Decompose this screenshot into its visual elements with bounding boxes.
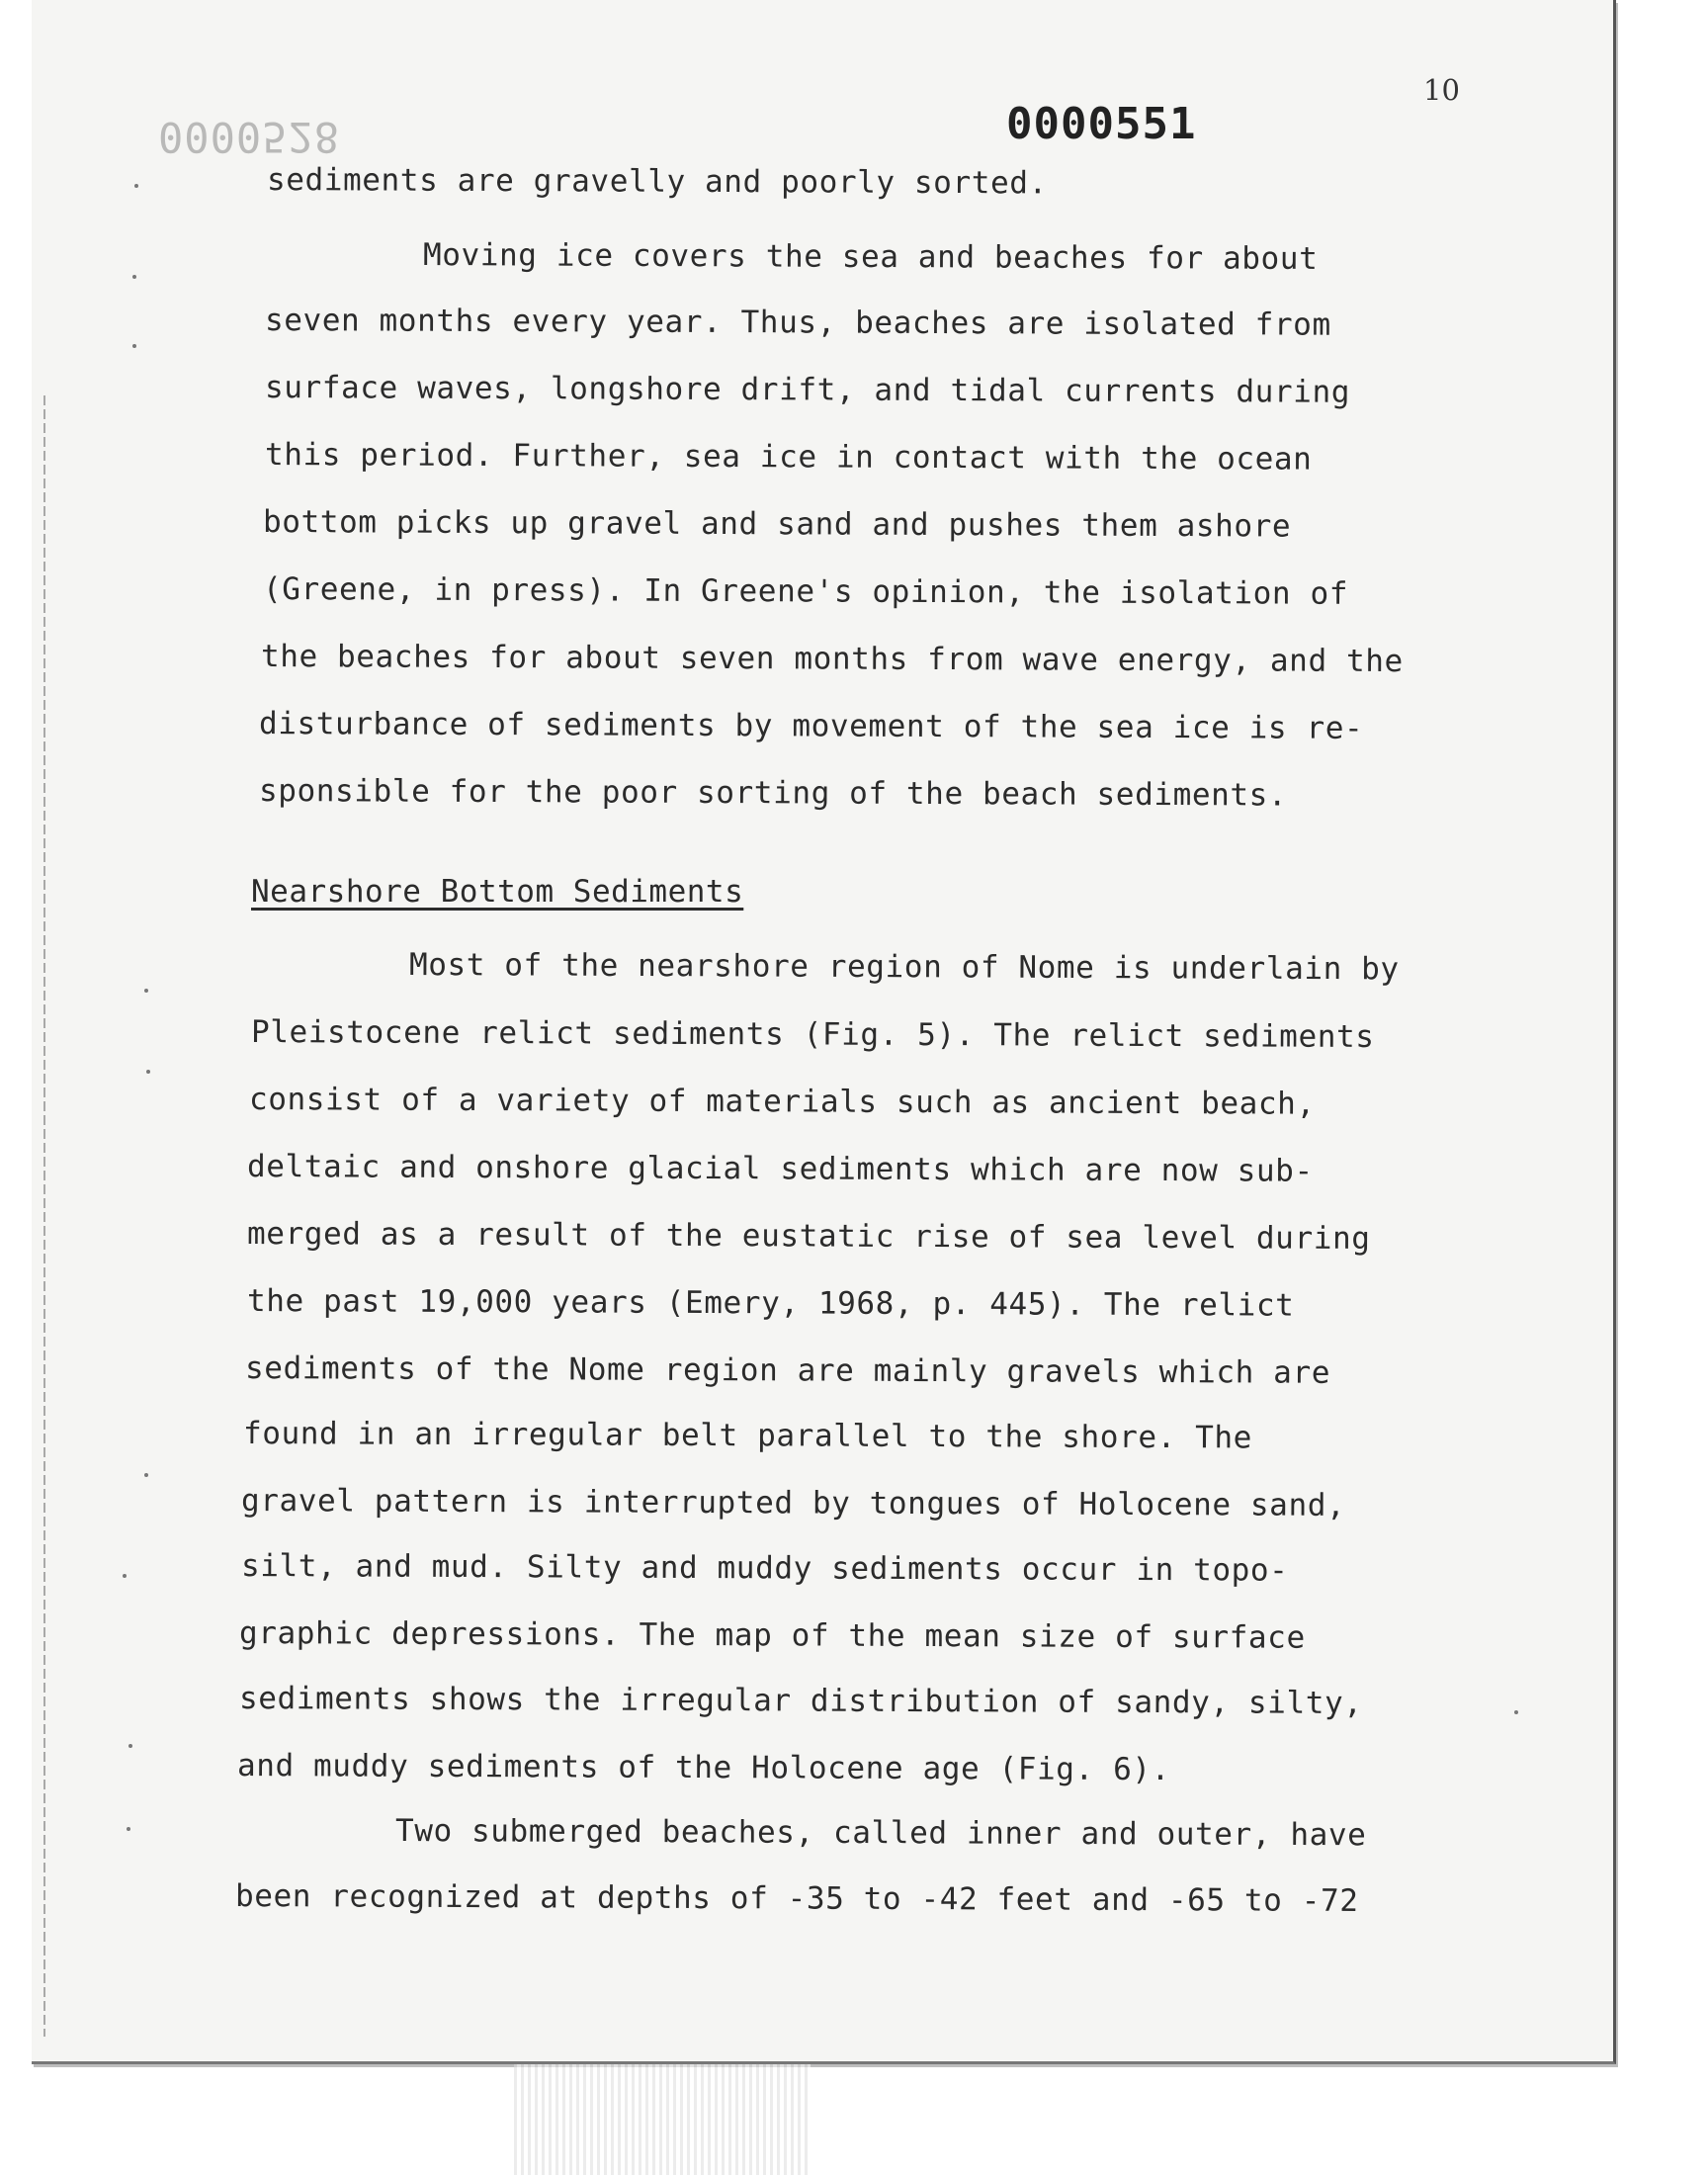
scan-speck [146,1070,150,1074]
section-heading: Nearshore Bottom Sediments [251,874,744,910]
text-line: the past 19,000 years (Emery, 1968, p. 445). The relict [246,1283,1295,1324]
scan-speck [132,275,136,279]
binding-edge [43,395,45,2037]
scan-speck [144,1473,148,1477]
scan-speck [134,184,138,188]
document-number-stamp: 0000551 [1006,99,1197,149]
paragraph-first-line: Most of the nearshore region of Nome is underlain by [408,947,1400,988]
text-line: found in an irregular belt parallel to the shore. The [242,1416,1253,1456]
text-line: gravel pattern is interrupted by tongues of Holocene sand, [240,1483,1346,1523]
paragraph-first-line: Two submerged beaches, called inner and outer, have [394,1813,1367,1854]
text-line: sediments are gravelly and poorly sorted. [266,162,1048,202]
scanner-artifact [514,2064,811,2175]
scan-speck [1514,1710,1518,1714]
text-line: surface waves, longshore drift, and tidal currents during [264,370,1351,410]
text-line: the beaches for about seven months from wave energy, and the [260,639,1404,680]
text-line: consist of a variety of materials such as ancient beach, [248,1082,1316,1122]
text-line: silt, and mud. Silty and muddy sediments occur in topo- [240,1548,1289,1589]
text-line: deltaic and onshore glacial sediments which are now sub- [246,1149,1314,1189]
text-line: been recognized at depths of -35 to -42 feet and -65 to -72 [234,1878,1359,1919]
text-line: bottom picks up gravel and sand and pushes them ashore [262,504,1292,545]
text-line: sponsible for the poor sorting of the beach sediments. [258,773,1288,814]
faint-document-stamp: 0000528 [158,113,341,161]
page-number: 10 [1423,73,1460,107]
text-line: disturbance of sediments by movement of the sea ice is re- [258,706,1364,746]
text-line: seven months every year. Thus, beaches are isolated from [264,303,1331,343]
text-line: Pleistocene relict sediments (Fig. 5). The relict sediments [250,1014,1375,1055]
scan-speck [144,989,148,993]
text-line: graphic depressions. The map of the mean size of surface [238,1615,1306,1656]
text-line: sediments shows the irregular distribution of sandy, silty, [238,1681,1363,1721]
text-line: merged as a result of the eustatic rise of sea level during [246,1216,1371,1257]
scan-speck [132,344,136,348]
text-line: and muddy sediments of the Holocene age (Fig. 6). [236,1748,1170,1788]
paragraph-first-line: Moving ice covers the sea and beaches for about [422,237,1319,277]
text-line: (Greene, in press). In Greene's opinion, the isolation of [262,571,1349,612]
scan-speck [127,1827,130,1831]
text-line: this period. Further, sea ice in contact with the ocean [264,437,1313,478]
scan-speck [128,1744,132,1748]
text-line: sediments of the Nome region are mainly gravels which are [244,1350,1331,1391]
scan-speck [123,1574,127,1578]
